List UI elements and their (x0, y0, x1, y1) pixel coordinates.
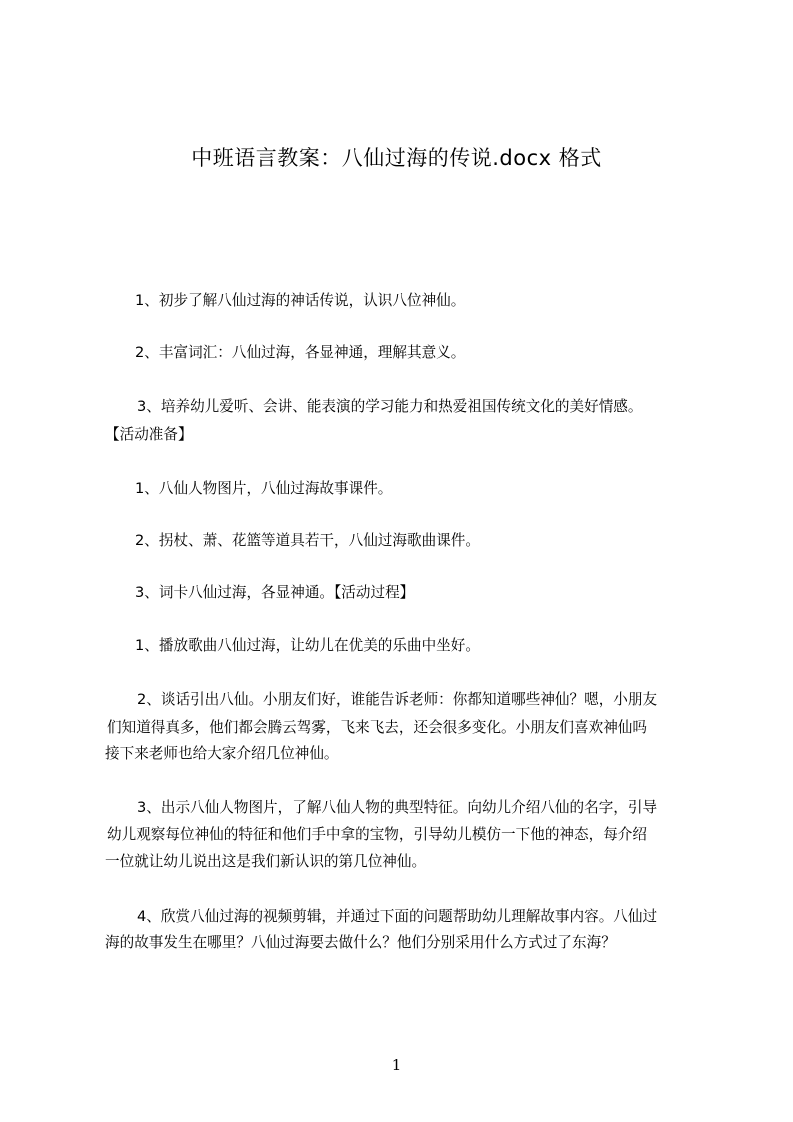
process-4-line-2: 海的故事发生在哪里？八仙过海要去做什么？他们分别采用什么方式过了东海？ (105, 934, 616, 951)
process-3-line-2: 幼儿观察每位神仙的特征和他们手中拿的宝物，引导幼儿模仿一下他的神态，每介绍 (107, 826, 647, 843)
section-heading-preparation: 【活动准备】 (105, 426, 193, 443)
process-3-line-1: 3、出示八仙人物图片，了解八仙人物的典型特征。向幼儿介绍八仙的名字，引导 (137, 799, 658, 816)
objective-3: 3、培养幼儿爱听、会讲、能表演的学习能力和热爱祖国传统文化的美好情感。 (137, 398, 643, 415)
process-1: 1、播放歌曲八仙过海，让幼儿在优美的乐曲中坐好。 (135, 637, 480, 654)
objective-2: 2、丰富词汇：八仙过海，各显神通，理解其意义。 (135, 344, 466, 361)
page-number: 1 (391, 1056, 402, 1074)
process-2-line-2: 们知道得真多，他们都会腾云驾雾，飞来飞去，还会很多变化。小朋友们喜欢神仙吗 (107, 719, 647, 736)
document-title: 中班语言教案：八仙过海的传说.docx 格式 (191, 146, 602, 170)
process-4-line-1: 4、欣赏八仙过海的视频剪辑，并通过下面的问题帮助幼儿理解故事内容。八仙过 (137, 908, 658, 925)
preparation-1: 1、八仙人物图片，八仙过海故事课件。 (135, 480, 393, 497)
process-2-line-3: 接下来老师也给大家介绍几位神仙。 (105, 745, 339, 762)
preparation-3: 3、词卡八仙过海，各显神通。【活动过程】 (135, 584, 415, 601)
objective-1: 1、初步了解八仙过海的神话传说，认识八位神仙。 (135, 292, 466, 309)
preparation-2: 2、拐杖、萧、花篮等道具若干，八仙过海歌曲课件。 (135, 532, 480, 549)
process-3-line-3: 一位就让幼儿说出这是我们新认识的第几位神仙。 (105, 853, 427, 870)
process-2-line-1: 2、谈话引出八仙。小朋友们好，谁能告诉老师：你都知道哪些神仙？嗯，小朋友 (137, 691, 658, 708)
